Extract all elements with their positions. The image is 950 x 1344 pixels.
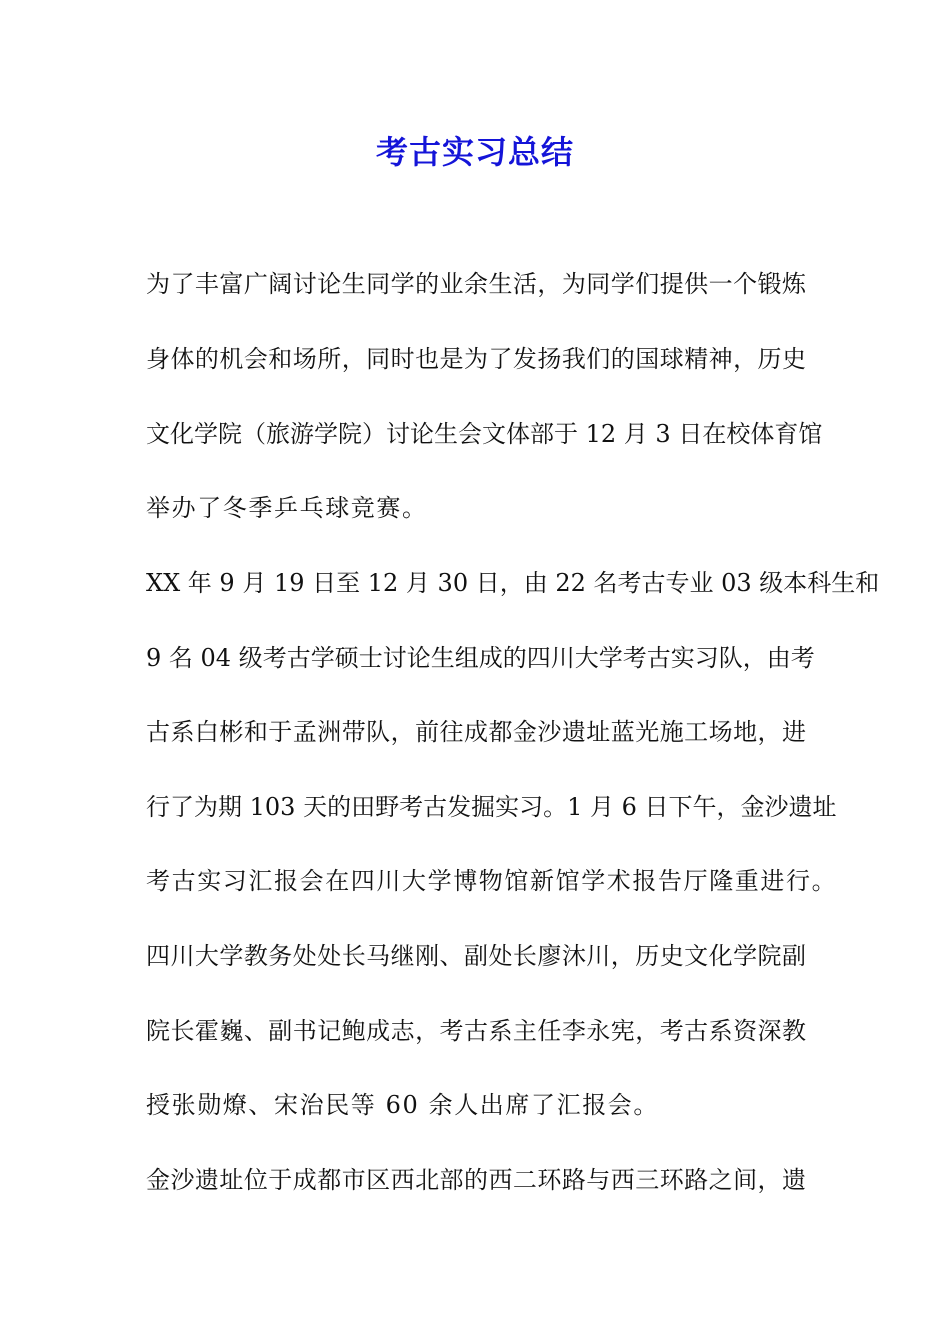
paragraph-1-line-2: 身体的机会和场所，同时也是为了发扬我们的国球精神，历史: [146, 345, 806, 373]
paragraph-1-line-3: 文化学院（旅游学院）讨论生会文体部于 12 月 3 日在校体育馆: [146, 420, 823, 448]
paragraph-2-line-7: 院长霍巍、副书记鲍成志，考古系主任李永宪，考古系资深教: [146, 1017, 806, 1045]
paragraph-1-line-1: 为了丰富广阔讨论生同学的业余生活，为同学们提供一个锻炼: [146, 270, 806, 298]
paragraph-2-line-1: XX 年 9 月 19 日至 12 月 30 日，由 22 名考古专业 03 级本科生和: [146, 569, 880, 597]
paragraph-3-line-1: 金沙遗址位于成都市区西北部的西二环路与西三环路之间，遗: [146, 1166, 806, 1194]
paragraph-2-line-8: 授张勋燎、宋治民等 60 余人出席了汇报会。: [146, 1091, 659, 1119]
document-title: 考古实习总结: [375, 133, 574, 171]
paragraph-1-line-4: 举办了冬季乒乓球竞赛。: [146, 494, 428, 522]
paragraph-2-line-2: 9 名 04 级考古学硕士讨论生组成的四川大学考古实习队，由考: [146, 644, 815, 672]
paragraph-2-line-5: 考古实习汇报会在四川大学博物馆新馆学术报告厅隆重进行。: [146, 867, 838, 895]
paragraph-2-line-4: 行了为期 103 天的田野考古发掘实习。1 月 6 日下午，金沙遗址: [146, 793, 837, 821]
paragraph-2-line-3: 古系白彬和于孟洲带队，前往成都金沙遗址蓝光施工场地，进: [146, 718, 806, 746]
paragraph-2-line-6: 四川大学教务处处长马继刚、副处长廖沐川，历史文化学院副: [146, 942, 806, 970]
